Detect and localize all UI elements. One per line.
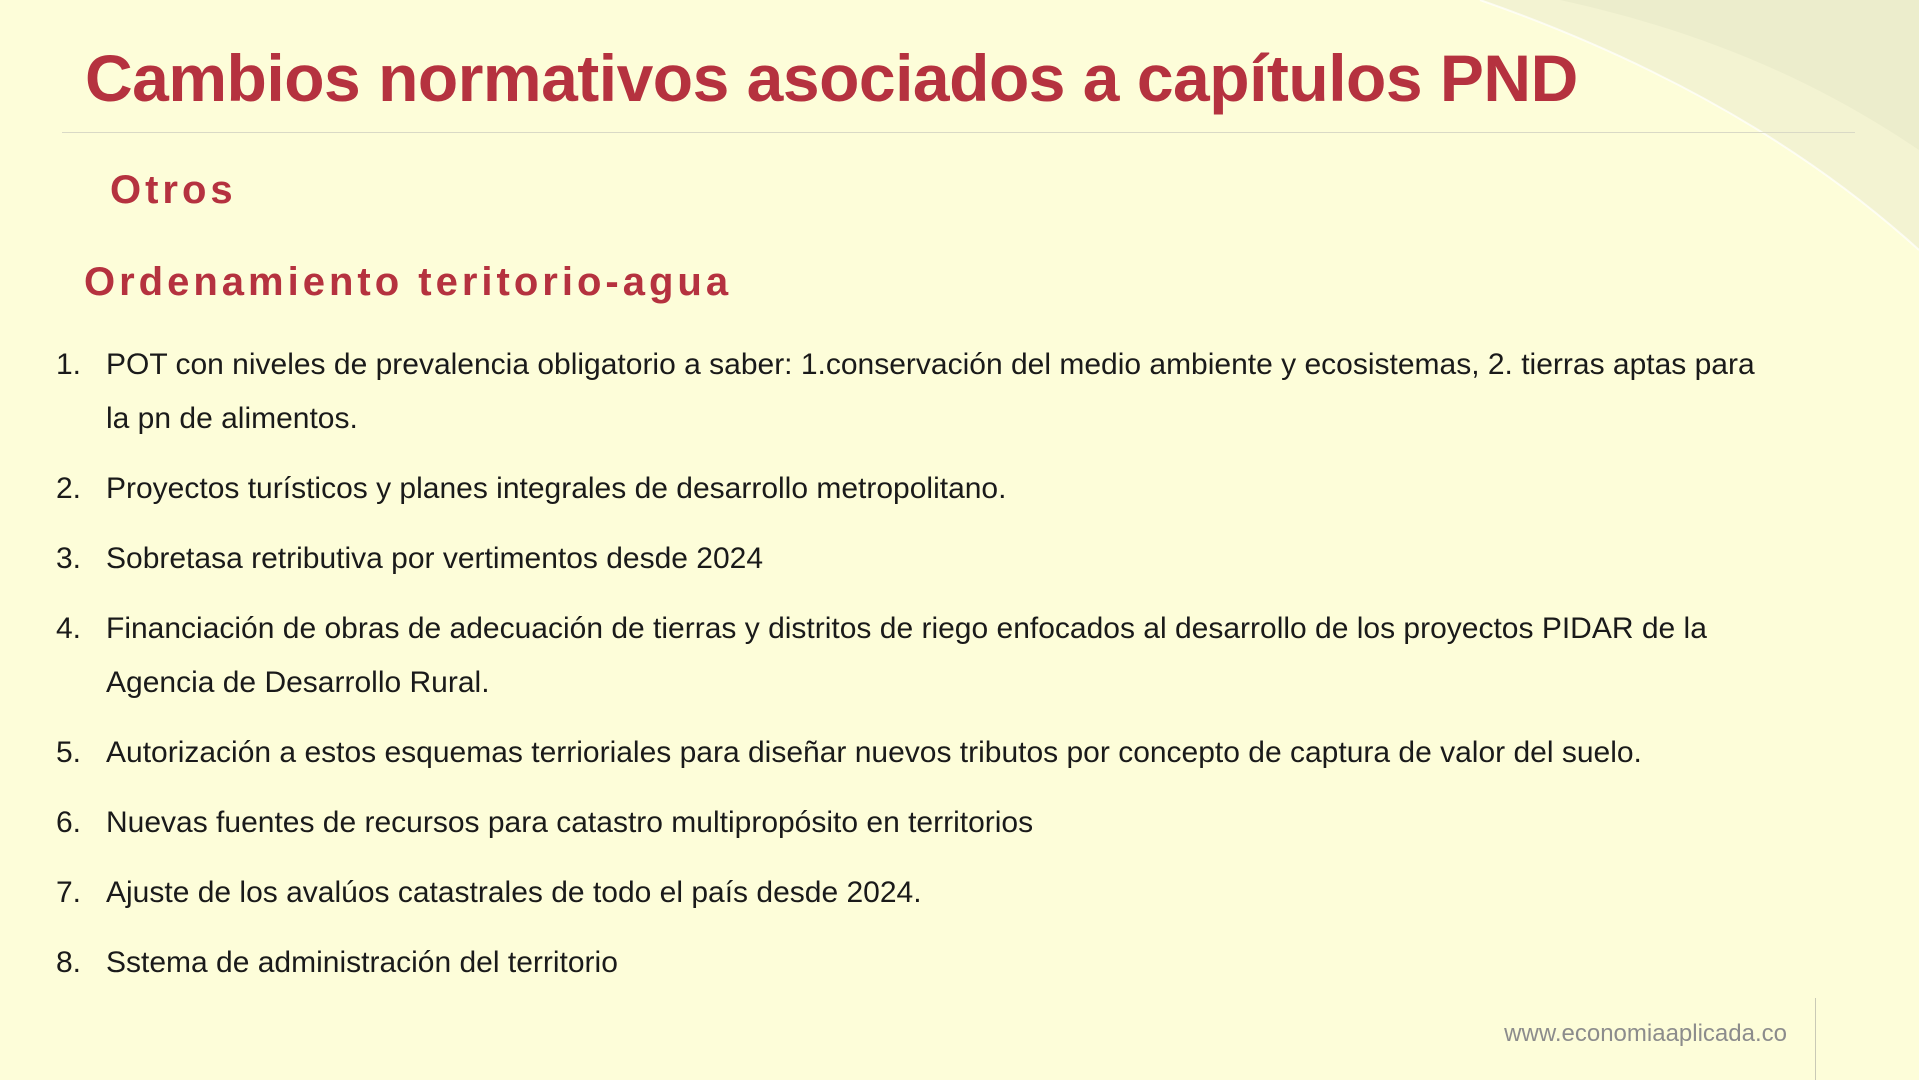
section-heading: Otros (110, 168, 237, 212)
list-item-number: 7. (56, 876, 82, 909)
list-item (56, 796, 1776, 850)
subsection-heading: Ordenamiento teritorio-agua (84, 260, 733, 304)
list-item (56, 936, 1776, 990)
list-item-text: Financiación de obras de adecuación de tierras y distritos de riego enfocados al desarrollo de los proyectos PIDAR de la Agencia de Desarrollo Rural. (106, 612, 1707, 699)
list-item-text: Proyectos turísticos y planes integrales de desarrollo metropolitano. (106, 472, 1007, 505)
list-item-text: Ajuste de los avalúos catastrales de todo el país desde 2024. (106, 876, 922, 909)
list-item-text: Nuevas fuentes de recursos para catastro multipropósito en territorios (106, 806, 1034, 839)
list-item (56, 462, 1776, 516)
list-item-number: 3. (56, 542, 82, 575)
list-item-text: Sstema de administración del territorio (106, 946, 618, 979)
list-item (56, 726, 1776, 780)
list-item-number: 6. (56, 806, 82, 839)
list-item (56, 338, 1776, 446)
list-item-text: Autorización a estos esquemas terrioriales para diseñar nuevos tributos por concepto de captura de valor del suelo. (106, 736, 1642, 769)
footer-divider (1815, 998, 1816, 1080)
title-divider (62, 132, 1855, 133)
list-item-number: 4. (56, 612, 82, 645)
list-item-text: Sobretasa retributiva por vertimentos desde 2024 (106, 542, 764, 575)
list-item (56, 602, 1776, 710)
list-item-number: 8. (56, 946, 82, 979)
footer-website: www.economiaaplicada.co (1504, 1020, 1787, 1047)
list-item (56, 532, 1776, 586)
list-item-text: POT con niveles de prevalencia obligatorio a saber: 1.conservación del medio ambiente y ecosistemas, 2. tierras aptas para la pn de alimentos. (106, 348, 1755, 435)
list-item-number: 2. (56, 472, 82, 505)
list-item-number: 1. (56, 348, 82, 381)
numbered-list (56, 338, 1776, 1006)
list-item (56, 866, 1776, 920)
page-title: Cambios normativos asociados a capítulos PND (85, 41, 1578, 115)
list-item-number: 5. (56, 736, 82, 769)
